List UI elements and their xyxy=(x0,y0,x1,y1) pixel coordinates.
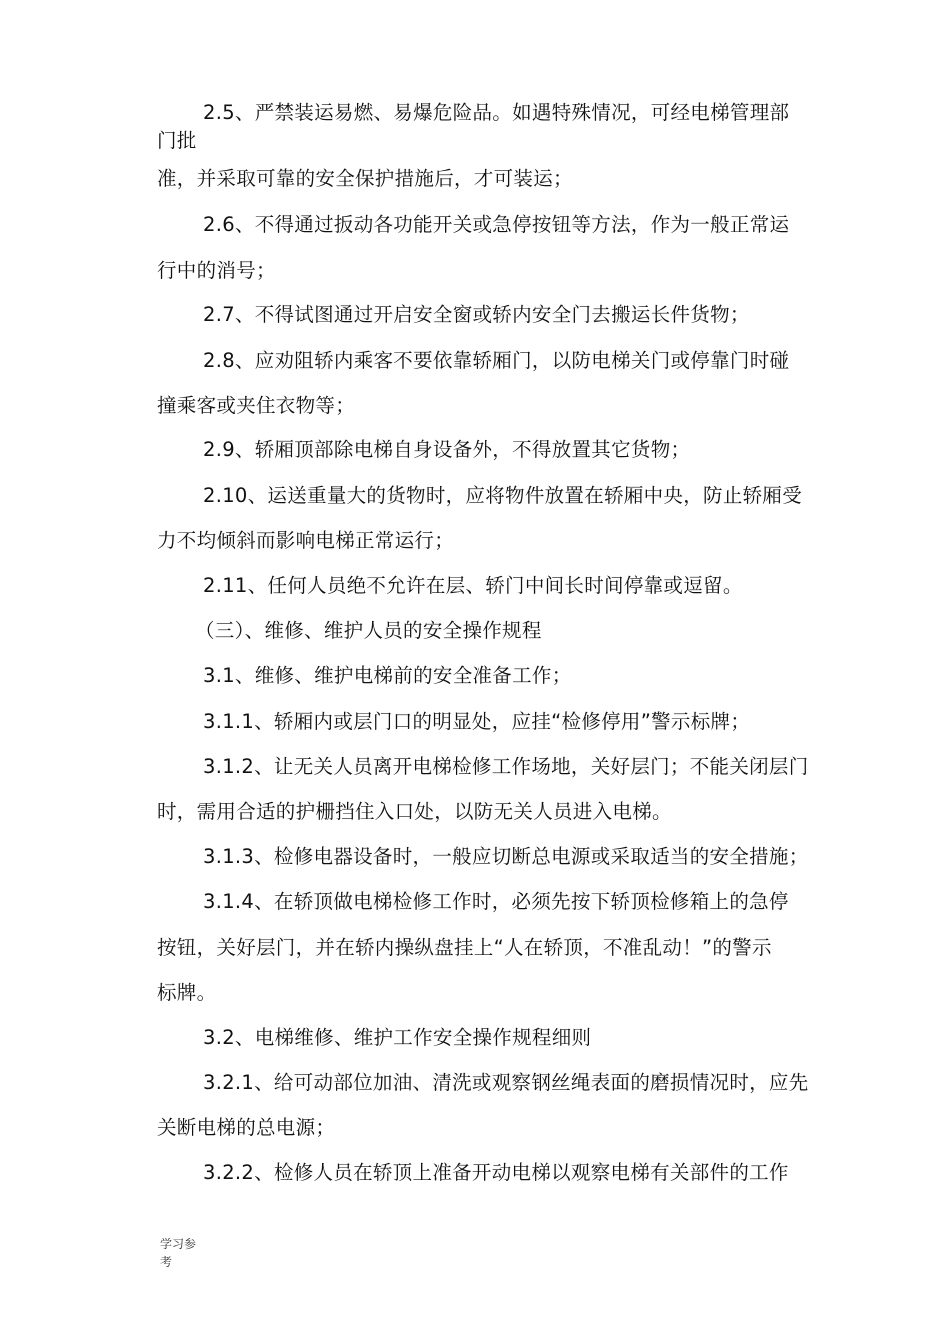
paragraph-line: 2.6、不得通过扳动各功能开关或急停按钮等方法，作为一般正常运 xyxy=(203,213,790,236)
paragraph-line: 3.1.2、让无关人员离开电梯检修工作场地，关好层门；不能关闭层门 xyxy=(203,755,809,778)
paragraph-line: 2.8、应劝阻轿内乘客不要依靠轿厢门，以防电梯关门或停靠门时碰 xyxy=(203,349,790,372)
paragraph-line: 行中的消号； xyxy=(157,259,276,282)
paragraph-line: 关断电梯的总电源； xyxy=(157,1116,336,1139)
paragraph-line: 3.2.1、给可动部位加油、清洗或观察钢丝绳表面的磨损情况时，应先 xyxy=(203,1071,809,1094)
paragraph-line: 2.5、严禁装运易燃、易爆危险品。如遇特殊情况，可经电梯管理部 xyxy=(203,101,790,124)
paragraph-line: 撞乘客或夹住衣物等； xyxy=(157,394,356,417)
section-heading: （三）、维修、维护人员的安全操作规程 xyxy=(195,619,542,642)
paragraph-line: 准，并采取可靠的安全保护措施后，才可装运； xyxy=(157,167,573,190)
paragraph-line: 2.7、不得试图通过开启安全窗或轿内安全门去搬运长件货物； xyxy=(203,303,750,326)
paragraph-line: 力不均倾斜而影响电梯正常运行； xyxy=(157,529,455,552)
footer-text: 考 xyxy=(160,1255,173,1269)
paragraph-line: 3.1.3、检修电器设备时，一般应切断总电源或采取适当的安全措施； xyxy=(203,845,809,868)
paragraph-line: 3.2.2、检修人员在轿顶上准备开动电梯以观察电梯有关部件的工作 xyxy=(203,1161,789,1184)
paragraph-line: 2.10、运送重量大的货物时，应将物件放置在轿厢中央，防止轿厢受 xyxy=(203,484,803,507)
paragraph-line: 3.1.1、轿厢内或层门口的明显处，应挂“检修停用”警示标牌； xyxy=(203,710,751,733)
paragraph-line: 3.1.4、在轿顶做电梯检修工作时，必须先按下轿顶检修箱上的急停 xyxy=(203,890,789,913)
paragraph-line: 3.1、维修、维护电梯前的安全准备工作； xyxy=(203,664,572,687)
paragraph-line: 2.11、任何人员绝不允许在层、轿门中间长时间停靠或逗留。 xyxy=(203,574,743,597)
paragraph-line: 标牌。 xyxy=(157,981,217,1004)
paragraph-line: 门批 xyxy=(157,129,197,152)
footer-text: 学习参 xyxy=(160,1237,197,1251)
paragraph-line: 时，需用合适的护栅挡住入口处，以防无关人员进入电梯。 xyxy=(157,800,672,823)
paragraph-line: 按钮，关好层门，并在轿内操纵盘挂上“人在轿顶，不准乱动！”的警示 xyxy=(157,936,772,959)
section-heading: 3.2、电梯维修、维护工作安全操作规程细则 xyxy=(203,1026,592,1049)
page-footer xyxy=(160,1235,220,1271)
paragraph-line: 2.9、轿厢顶部除电梯自身设备外，不得放置其它货物； xyxy=(203,438,691,461)
